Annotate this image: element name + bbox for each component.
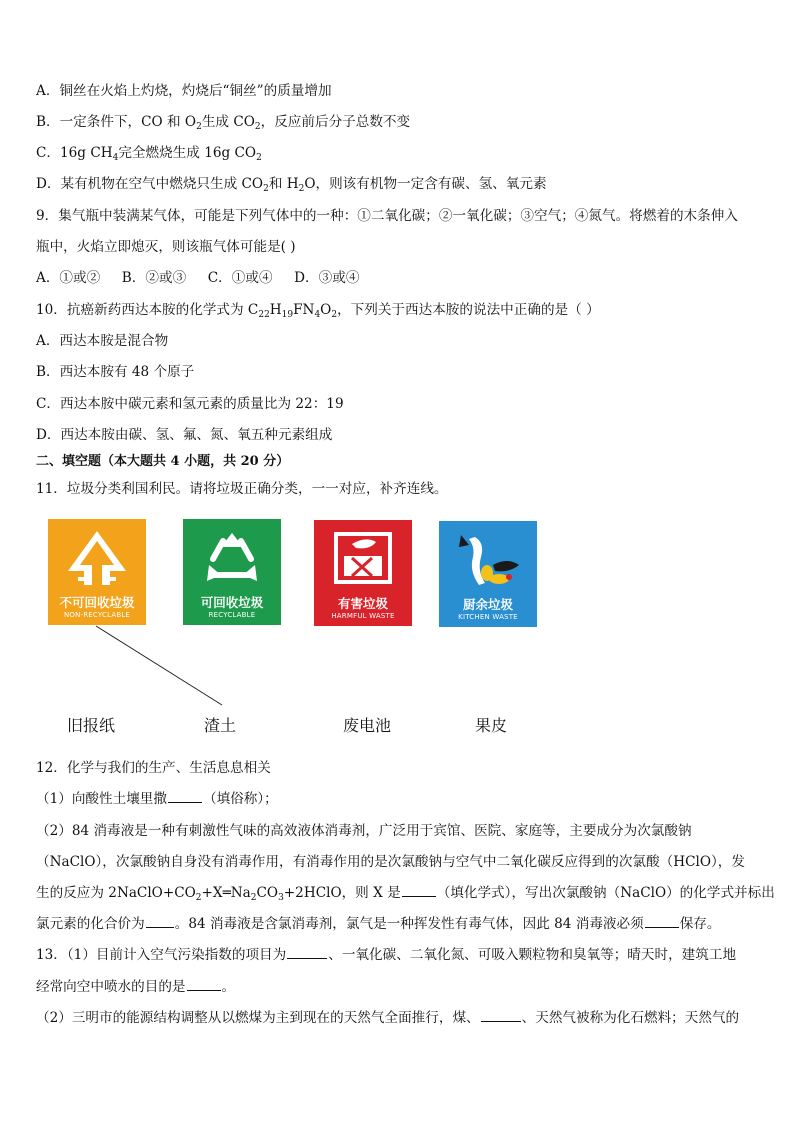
q8-option-b: B．一定条件下，CO 和 $O_2$生成 $CO_2$，反应前后分子总数不变: [36, 114, 411, 132]
q9-stem-line2: 瓶中，火焰立即熄灭，则该瓶气体可能是( ): [36, 239, 296, 255]
answer-blank[interactable]: [645, 915, 679, 928]
q12-part2-line4: 氯元素的化合价为 。84 消毒液是含氯消毒剂，氯气是一种挥发性有毒气体，因此 84 消毒液必须 保存。: [36, 916, 721, 932]
answer-blank[interactable]: [481, 1009, 521, 1022]
sign-en-label: HARMFUL WASTE: [331, 612, 395, 620]
q13-line3: （2）三明市的能源结构调整从以燃煤为主到现在的天然气全面推行，煤、 、天然气被称为化石燃料；天然气的: [36, 1010, 740, 1026]
q9-stem-line1: 9．集气瓶中装满某气体，可能是下列气体中的一种：①二氧化碳；②一氧化碳；③空气；④氮气。将燃着的木条伸入: [36, 208, 738, 224]
q8-option-c: C．16g $CH_4$完全燃烧生成 16g $CO_2$: [36, 145, 262, 163]
q10-stem: 10．抗癌新药西达本胺的化学式为 $C_{22}H_{19}FN_4O_2$，下列关于西达本胺的说法中正确的是（ ）: [36, 302, 600, 320]
q13-line2: 经常向空中喷水的目的是 。: [36, 979, 236, 995]
q12-part2-line1: （2）84 消毒液是一种有刺激性气味的高效液体消毒剂，广泛用于宾馆、医院、家庭等，主要成分为次氯酸钠: [36, 823, 692, 839]
item-fruit-peel[interactable]: 果皮: [475, 716, 508, 735]
q9-options: A．①或② B．②或③ C．①或④ D．③或④: [36, 270, 360, 286]
q10-option-c: C．西达本胺中碳元素和氢元素的质量比为 22：19: [36, 396, 344, 412]
sign-cn-label: 厨余垃圾: [462, 597, 513, 612]
answer-blank[interactable]: [187, 978, 221, 991]
q8-option-a: A．铜丝在火焰上灼烧，灼烧后“铜丝”的质量增加: [36, 83, 332, 99]
q11-stem: 11．垃圾分类利国利民。请将垃圾正确分类，一一对应，补齐连线。: [36, 481, 448, 497]
q10-option-a: A．西达本胺是混合物: [36, 333, 169, 349]
item-dregs[interactable]: 渣土: [204, 716, 237, 735]
sign-cn-label: 可回收垃圾: [200, 595, 264, 610]
q10-option-b: B．西达本胺有 48 个原子: [36, 364, 195, 380]
sign-cn-label: 不可回收垃圾: [59, 595, 135, 610]
answer-blank[interactable]: [146, 915, 174, 928]
answer-blank[interactable]: [402, 884, 436, 897]
section-title: 二、填空题（本大题共 4 小题，共 20 分）: [36, 454, 290, 469]
q12-part2-line3: 生的反应为 $2NaClO+CO_2+X═Na_2CO_3+2HClO$，则 X 是 （填化学式），写出次氯酸钠（NaClO）的化学式并标出: [36, 885, 775, 903]
q12-stem: 12．化学与我们的生产、生活息息相关: [36, 760, 271, 776]
sign-en-label: NON-RECYCLABLE: [63, 611, 131, 619]
q12-part2-line2: （NaClO），次氯酸钠自身没有消毒作用，有消毒作用的是次氯酸钠与空气中二氧化碳反应得到的次氯酸（HClO），发: [36, 854, 745, 870]
item-old-newspaper[interactable]: 旧报纸: [67, 716, 116, 735]
answer-blank[interactable]: [287, 946, 327, 959]
item-waste-battery[interactable]: 废电池: [343, 716, 392, 735]
q12-part1: （1）向酸性土壤里撒 （填俗称）；: [36, 791, 278, 807]
sign-cn-label: 有害垃圾: [337, 596, 388, 611]
sign-en-label: RECYCLABLE: [208, 611, 256, 619]
answer-blank[interactable]: [168, 790, 202, 803]
sign-en-label: KITCHEN WASTE: [458, 613, 518, 621]
q10-option-d: D．西达本胺由碳、氢、氟、氮、氧五种元素组成: [36, 427, 333, 443]
q8-option-d: D．某有机物在空气中燃烧只生成 $CO_2$和 $H_2O$，则该有机物一定含有碳、氢、氧元素: [36, 176, 547, 194]
q13-line1: 13．（1）目前计入空气污染指数的项目为 、一氧化碳、二氧化氮、可吸入颗粒物和臭氧等；晴天时，建筑工地: [36, 947, 737, 963]
